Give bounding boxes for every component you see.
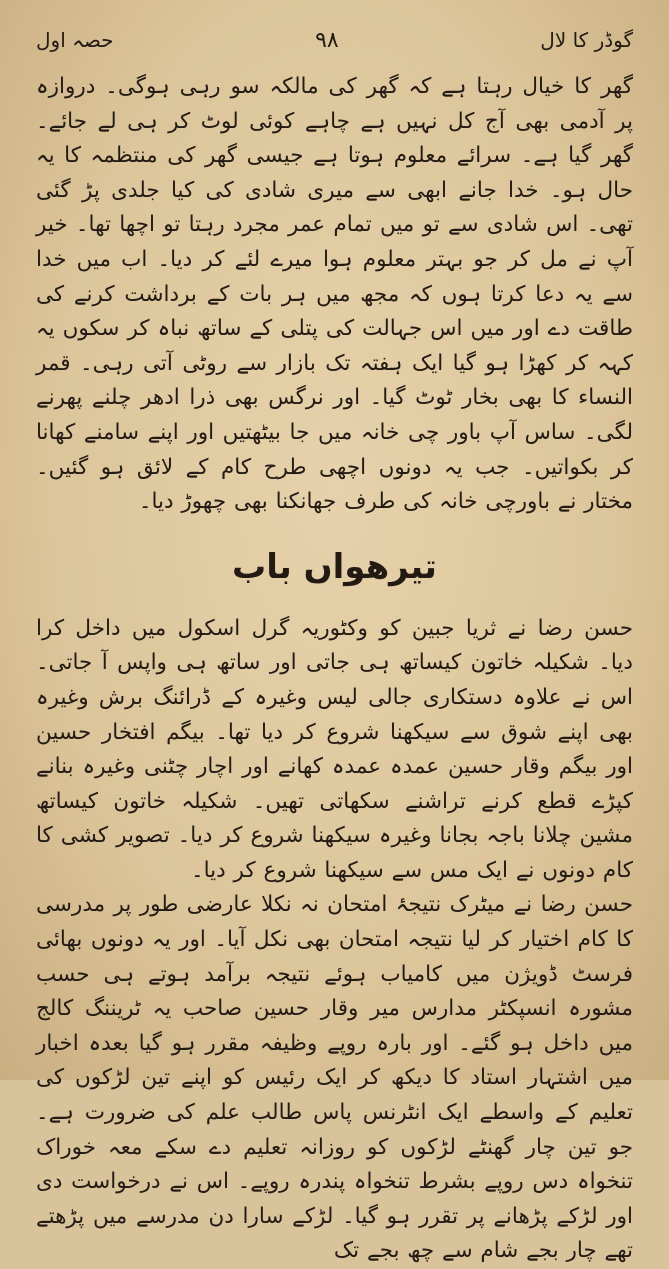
chapter-heading: تیرھواں باب (232, 546, 437, 587)
book-title: گوڈر کا لال (540, 28, 633, 52)
section-label: حصہ اول (36, 28, 114, 52)
paragraph: حسن رضا نے میٹرک نتیجۂ امتحان نہ نکلا عارضی طور پر مدرسی کا کام اختیار کر لیا نتیجہ امتحان بھی نکل آیا۔ اور یہ دونوں بھائی فرسٹ ڈویژن میں کامیاب ہوئے نتیجہ برآمد ہوتے ہی حسب مشورہ انسپکٹر مدارس میر وقار حسین صاحب یہ ٹریننگ کالج میں داخل ہو گئے۔ اور بارہ روپے وظیفہ مقرر ہو گیا بعدہ اخبار میں اشتہار استاد کا دیکھ کر ایک رئیس کو اپنے تین لڑکوں کی تعلیم کے واسطے ایک انٹرنس پاس طالب علم کی ضرورت ہے۔ جو تین چار گھنٹے لڑکوں کو روزانہ تعلیم دے سکے معہ خوراک تنخواہ دس روپے بشرط تنخواہ پندرہ روپے۔ اس نے درخواست دی اور لڑکے پڑھانے پر تقرر ہو گیا۔ لڑکے سارا دن مدرسے میں پڑھتے تھے چار بجے شام سے چھ بجے تک (36, 892, 633, 1264)
paragraph: گھر کا خیال رہتا ہے کہ گھر کی مالکہ سو رہی ہوگی۔ دروازہ پر آدمی بھی آج کل نہیں ہے چاہے کوئی لوٹ کر ہی لے جائے۔ گھر گیا ہے۔ سرائے معلوم ہوتا ہے جیسی گھر کی منتظمہ کا یہ حال ہو۔ خدا جانے ابھی سے میری شادی کی کیا جلدی پڑ گئی تھی۔ اس شادی سے تو میں تمام عمر مجرد رہتا تو اچھا تھا۔ خیر آپ نے مل کر جو بہتر معلوم ہوا میرے لئے کر دیا۔ اب میں خدا سے یہ دعا کرتا ہوں کہ مجھ میں ہر بات کے برداشت کرنے کی طاقت دے اور میں اس جہالت کی پتلی کے ساتھ نباہ کر سکوں یہ کہہ کر کھڑا ہو گیا ایک ہفتہ تک بازار سے روٹی آتی رہی۔ قمر النساء کا بھی بخار ٹوٹ گیا۔ اور نرگس بھی ذرا ادھر چلنے پھرنے لگی۔ ساس آپ باور چی خانہ میں جا بیٹھتیں اور اپنے سامنے کھانا کر بکواتیں۔ جب یہ دونوں اچھی طرح کام کے لائق ہو گئیں۔ مختار نے باورچی خانہ کی طرف جھانکنا بھی چھوڑ دیا۔ (36, 74, 633, 515)
paragraph: حسن رضا نے ثریا جبین کو وکٹوریہ گرل اسکول میں داخل کرا دیا۔ شکیلہ خاتون کیساتھ ہی جاتی اور ساتھ ہی واپس آ جاتی۔ اس نے علاوہ دستکاری جالی لیس وغیرہ کے ڈرائنگ برش وغیرہ بھی اپنے شوق سے سیکھنا شروع کر دیا تھا۔ بیگم افتخار حسین اور بیگم وقار حسین عمدہ عمدہ کھانے اور اچار چٹنی وغیرہ بنانے کپڑے قطع کرنے تراشنے سکھاتی تھیں۔ شکیلہ خاتون کیساتھ مشین چلانا باجہ بجانا وغیرہ سیکھنا شروع کر دیا۔ تصویر کشی کا کام دونوں نے ایک مس سے سیکھنا شروع کر دیا۔ (36, 615, 633, 883)
page-number: ۹۸ (315, 28, 339, 53)
page-header (36, 28, 633, 70)
